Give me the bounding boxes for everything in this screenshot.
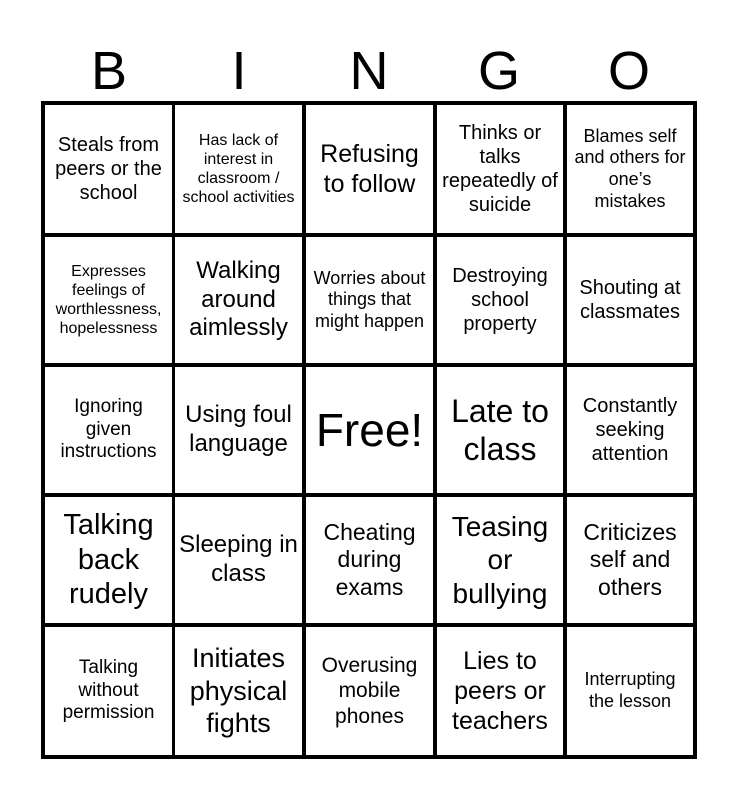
bingo-cell[interactable] — [45, 105, 172, 233]
bingo-cell-label: Thinks or talks repeatedly of suicide — [442, 122, 558, 216]
bingo-cell[interactable] — [306, 497, 433, 623]
bingo-cell-label: Overusing mobile phones — [321, 654, 418, 728]
bingo-cell[interactable] — [437, 367, 563, 493]
bingo-cell-label: Interrupting the lesson — [584, 669, 676, 711]
bingo-cell-label: Talking without permission — [62, 656, 155, 724]
bingo-cell-label: Using foul language — [185, 401, 292, 457]
bingo-cell-label: Constantly seeking attention — [582, 395, 678, 465]
bingo-cell[interactable] — [175, 367, 302, 493]
bingo-cell-label: Initiates physical fights — [189, 643, 288, 739]
bingo-cell[interactable] — [437, 627, 563, 755]
bingo-board — [41, 101, 697, 759]
bingo-cell[interactable] — [306, 105, 433, 233]
bingo-cell[interactable] — [45, 627, 172, 755]
bingo-cell-label: Lies to peers or teachers — [452, 647, 548, 735]
bingo-header — [44, 40, 696, 102]
bingo-cell[interactable] — [45, 367, 172, 493]
bingo-cell[interactable] — [175, 105, 302, 233]
bingo-cell[interactable] — [175, 497, 302, 623]
header-letter-o: O — [607, 41, 650, 101]
bingo-cell-label: Ignoring given instructions — [60, 395, 157, 463]
bingo-cell-label: Destroying school property — [452, 265, 548, 335]
header-letter-b: B — [90, 41, 128, 101]
header-letter-i: I — [231, 41, 247, 101]
bingo-cell-label: Worries about things that might happen — [313, 267, 426, 331]
bingo-cell-label: Cheating during exams — [323, 518, 416, 600]
bingo-cell[interactable] — [567, 497, 693, 623]
bingo-cell-label: Expresses feelings of worthlessness, hopelessness — [55, 262, 162, 338]
bingo-cell-label: Has lack of interest in classroom / school activities — [182, 131, 295, 207]
bingo-cell[interactable] — [306, 237, 433, 363]
bingo-cell-label: Criticizes self and others — [583, 518, 677, 600]
bingo-cell[interactable] — [45, 237, 172, 363]
bingo-cell[interactable] — [567, 237, 693, 363]
bingo-cell-label: Teasing or bullying — [451, 510, 549, 609]
bingo-cell[interactable] — [567, 105, 693, 233]
bingo-cell-label: Late to class — [451, 392, 549, 467]
bingo-cell[interactable] — [175, 237, 302, 363]
bingo-cell[interactable] — [567, 367, 693, 493]
header-letter-g: G — [477, 41, 520, 101]
bingo-cell-label: Talking back rudely — [63, 508, 154, 611]
bingo-cell-label: Refusing to follow — [320, 140, 419, 198]
bingo-cell[interactable] — [45, 497, 172, 623]
bingo-cell[interactable] — [437, 237, 563, 363]
bingo-cell-label: Blames self and others for one’s mistakes — [574, 125, 686, 211]
bingo-cell-label: Walking around aimlessly — [189, 256, 288, 342]
free-space-label: Free! — [315, 403, 424, 456]
bingo-cell[interactable] — [567, 627, 693, 755]
bingo-cell-label: Steals from peers or the school — [55, 134, 162, 204]
bingo-cell[interactable] — [175, 627, 302, 755]
bingo-cell[interactable] — [437, 105, 563, 233]
bingo-cell-label: Shouting at classmates — [579, 277, 681, 323]
bingo-cell[interactable] — [306, 367, 433, 493]
bingo-cell[interactable] — [437, 497, 563, 623]
bingo-cell-label: Sleeping in class — [179, 531, 298, 587]
header-letter-n: N — [349, 41, 389, 101]
bingo-cell[interactable] — [306, 627, 433, 755]
